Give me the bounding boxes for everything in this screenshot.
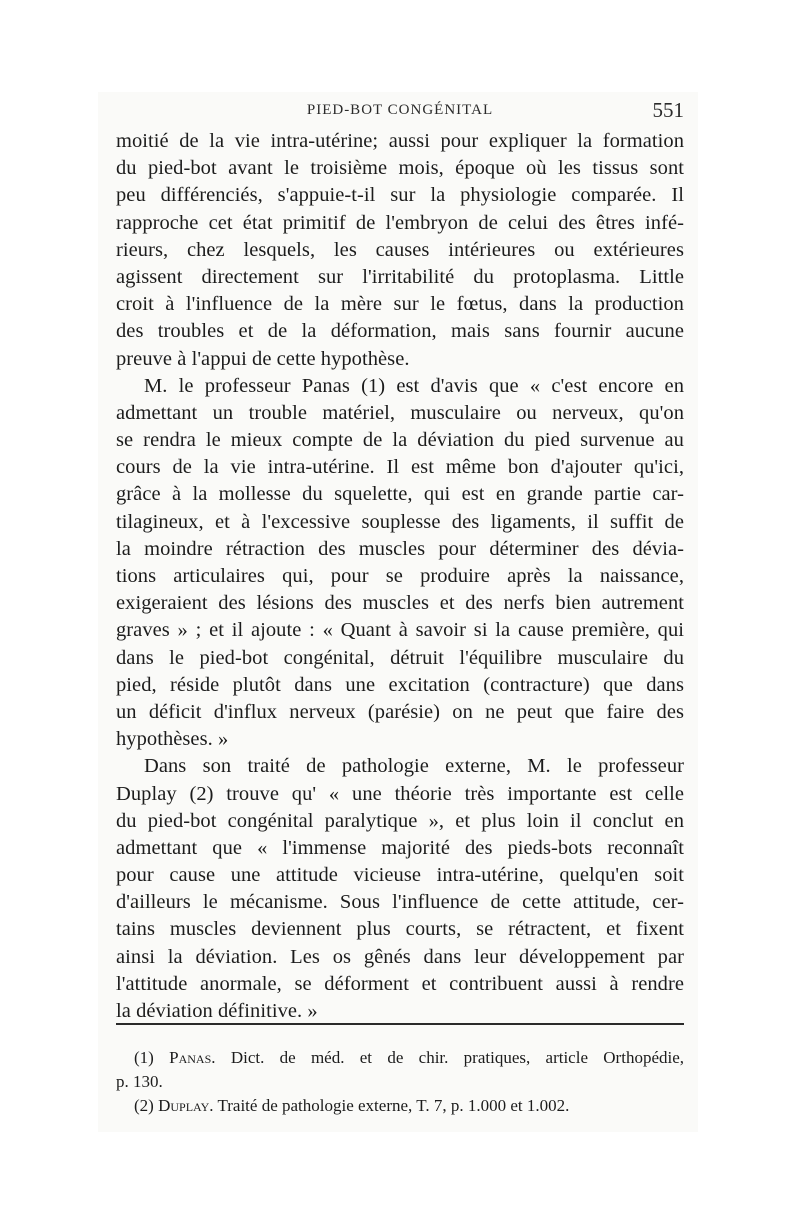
footnote-2-text: Traité de pathologie externe, T. 7, p. 1.000 et 1.002. <box>217 1096 570 1115</box>
text-line: graves » ; et il ajoute : « Quant à savoir si la cause première, qui <box>116 619 684 642</box>
text-line: grâce à la mollesse du squelette, qui est en grande partie car- <box>116 483 684 506</box>
footnotes <box>116 1046 684 1118</box>
text-line: des troubles et de la déformation, mais sans fournir aucune <box>116 320 684 343</box>
running-title: PIED-BOT CONGÉNITAL <box>306 102 494 118</box>
text-line: se rendra le mieux compte de la déviation du pied survenue au <box>116 429 684 452</box>
text-line: agissent directement sur l'irritabilité du protoplasma. Little <box>116 265 684 288</box>
text-line: du pied-bot congénital paralytique », et plus loin il conclut en <box>116 809 684 832</box>
footnote-2-marker: (2) <box>134 1096 154 1115</box>
text-line: tilagineux, et à l'excessive souplesse des ligaments, il suffit de <box>116 510 684 533</box>
text-line: Duplay (2) trouve qu' « une théorie très importante est celle <box>116 782 684 805</box>
text-line: du pied-bot avant le troisième mois, époque où les tissus sont <box>116 157 684 180</box>
text-line: d'ailleurs le mécanisme. Sous l'influence de cette attitude, cer- <box>116 891 684 914</box>
footnote-1-continuation: p. 130. <box>116 1072 163 1091</box>
footnote-1 <box>116 1046 684 1070</box>
text-line: pied, réside plutôt dans une excitation (contracture) que dans <box>116 673 684 696</box>
running-header <box>116 100 684 126</box>
text-line: admettant que « l'immense majorité des pieds-bots reconnaît <box>116 836 684 859</box>
text-line: moitié de la vie intra-utérine; aussi pour expliquer la formation <box>116 130 684 152</box>
text-line: pour cause une attitude vicieuse intra-utérine, quelqu'en soit <box>116 864 684 887</box>
text-line: cours de la vie intra-utérine. Il est même bon d'ajouter qu'ici, <box>116 456 684 479</box>
paragraph-start-line: Dans son traité de pathologie externe, M. le professeur <box>144 755 684 778</box>
footnote-1-author: Panas. <box>169 1048 216 1067</box>
text-line: croit à l'influence de la mère sur le fœtus, dans la production <box>116 293 684 316</box>
text-line: un déficit d'influx nerveux (parésie) on ne peut que faire des <box>116 700 684 723</box>
text-line: exigeraient des lésions des muscles et des nerfs bien autrement <box>116 592 684 615</box>
text-line: l'attitude anormale, se déforment et contribuent aussi à rendre <box>116 972 684 995</box>
paragraph-start-line: M. le professeur Panas (1) est d'avis que « c'est encore en <box>144 374 684 397</box>
text-line: peu différenciés, s'appuie-t-il sur la physiologie comparée. Il <box>116 184 684 207</box>
text-line: rapproche cet état primitif de l'embryon de celui des êtres infé- <box>116 211 684 234</box>
text-line: tains muscles deviennent plus courts, se rétractent, et fixent <box>116 918 684 941</box>
footnote-2-author: Duplay. <box>158 1096 214 1115</box>
footnote-1-text: Dict. de méd. et de chir. pratiques, article Orthopédie, <box>230 1048 685 1067</box>
text-line: rieurs, chez lesquels, les causes intérieures ou extérieures <box>116 238 684 261</box>
body-text <box>116 128 684 1025</box>
text-line: dans le pied-bot congénital, détruit l'équilibre musculaire du <box>116 646 684 669</box>
text-line: ainsi la déviation. Les os gênés dans leur développement par <box>116 945 684 968</box>
text-line: preuve à l'appui de cette hypothèse. <box>116 347 410 370</box>
footnote-2 <box>116 1094 684 1118</box>
text-line: la déviation définitive. » <box>116 1000 318 1022</box>
text-line: hypothèses. » <box>116 728 229 751</box>
footnote-1-marker: (1) <box>134 1048 154 1067</box>
text-line: admettant un trouble matériel, musculaire ou nerveux, qu'on <box>116 401 684 424</box>
text-line: tions articulaires qui, pour se produire après la naissance, <box>116 565 684 587</box>
text-line: la moindre rétraction des muscles pour déterminer des dévia- <box>116 537 684 560</box>
page-number: 551 <box>652 98 684 122</box>
footnote-rule <box>116 1023 684 1025</box>
